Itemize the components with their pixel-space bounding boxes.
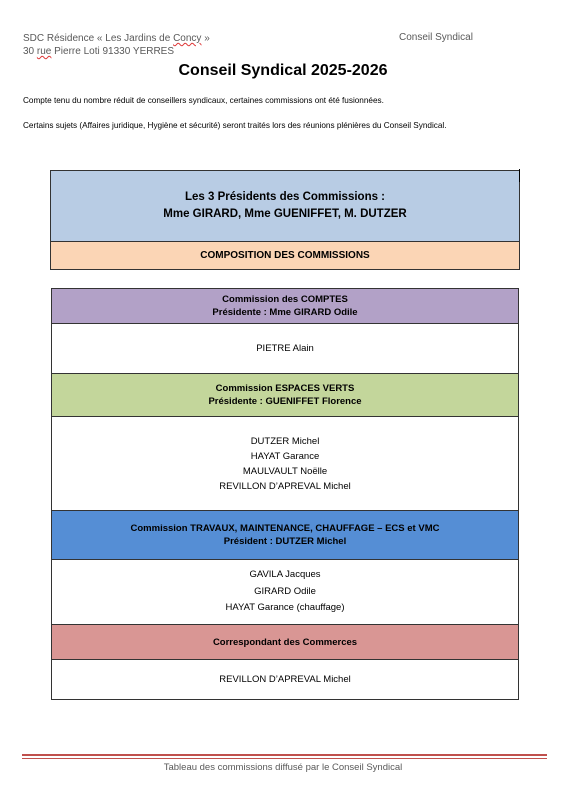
presidents-names: Mme GIRARD, Mme GUENIFFET, M. DUTZER <box>163 208 407 220</box>
commission-title: Correspondant des Commerces <box>212 636 358 648</box>
member-name: GAVILA Jacques <box>249 569 321 581</box>
document-title: Conseil Syndical 2025-2026 <box>178 62 388 79</box>
member-name: MAULVAULT Noëlle <box>242 465 328 477</box>
member-name: HAYAT Garance (chauffage) <box>225 602 345 614</box>
commission-president: Président : DUTZER Michel <box>223 536 347 547</box>
intro-paragraph-2: Certains sujets (Affaires juridique, Hygiène et sécurité) seront traités lors des réunions plénières du Conseil Syndical. <box>23 121 447 130</box>
member-name: REVILLON D’APREVAL Michel <box>219 480 351 492</box>
header-residence <box>23 32 210 45</box>
commission-title: Commission des COMPTES <box>222 294 348 305</box>
presidents-heading: Les 3 Présidents des Commissions : <box>184 191 386 203</box>
commission-comptes-header <box>52 289 518 324</box>
composition-heading: COMPOSITION DES COMMISSIONS <box>51 242 519 269</box>
footer-text: Tableau des commissions diffusé par le Conseil Syndical <box>163 762 403 773</box>
intro-paragraph-1: Compte tenu du nombre réduit de conseillers syndicaux, certaines commissions ont été fusionnées. <box>23 96 384 105</box>
commissions-table <box>51 288 519 700</box>
header-right-title: Conseil Syndical <box>399 32 473 43</box>
residence-text: SDC Résidence « Les Jardins de <box>23 33 174 44</box>
member-name: PIETRE Alain <box>256 343 314 354</box>
street-rest: Pierre Loti 91330 YERRES <box>51 46 175 57</box>
member-name: REVILLON D’APREVAL Michel <box>219 674 351 685</box>
commission-espaces-verts-header <box>52 374 518 417</box>
footer-rule-thin <box>22 758 547 759</box>
commission-espaces-verts-members <box>52 417 518 511</box>
commission-president: Présidente : GUENIFFET Florence <box>208 396 362 407</box>
header-address <box>23 32 210 58</box>
text-cursor <box>519 169 520 182</box>
commission-comptes-members <box>52 324 518 374</box>
commission-travaux-header <box>52 511 518 560</box>
presidents-table <box>50 170 520 270</box>
member-name: HAYAT Garance <box>250 450 320 462</box>
correspondant-commerces-header <box>52 625 518 660</box>
footer-rule <box>22 754 547 756</box>
commission-travaux-members <box>52 560 518 625</box>
residence-quote-close: » <box>201 33 210 44</box>
commission-president: Présidente : Mme GIRARD Odile <box>212 307 358 318</box>
commission-title: Commission ESPACES VERTS <box>215 383 355 394</box>
street-word-misspelled: rue <box>36 46 52 57</box>
member-name: GIRARD Odile <box>254 585 316 597</box>
correspondant-commerces-members <box>52 660 518 699</box>
residence-name-misspelled: Concy <box>173 33 202 44</box>
header-street <box>23 45 210 58</box>
commission-title: Commission TRAVAUX, MAINTENANCE, CHAUFFAGE – ECS et VMC <box>130 523 440 534</box>
member-name: DUTZER Michel <box>250 435 320 447</box>
presidents-cell <box>51 171 519 242</box>
street-number: 30 <box>23 46 37 57</box>
